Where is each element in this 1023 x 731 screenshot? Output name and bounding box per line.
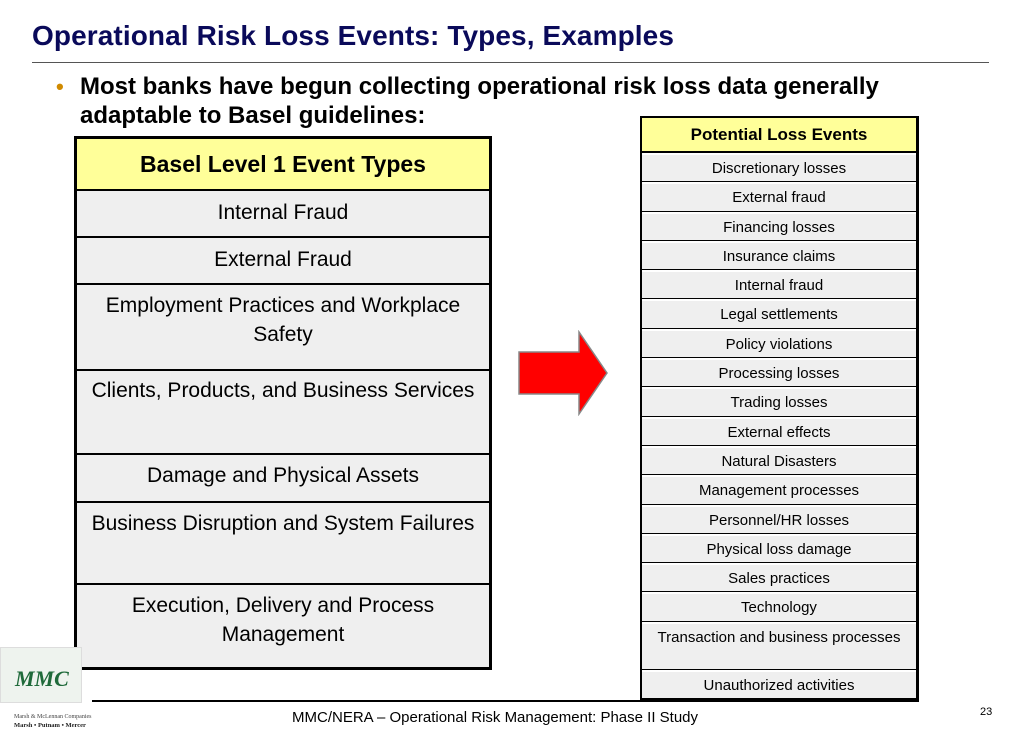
loss-event-item: Financing losses bbox=[642, 212, 916, 241]
basel-table-header: Basel Level 1 Event Types bbox=[77, 139, 489, 189]
basel-row: Execution, Delivery and Process Management bbox=[77, 583, 489, 667]
potential-loss-events-table bbox=[640, 116, 919, 702]
basel-row: Employment Practices and Workplace Safety bbox=[77, 283, 489, 369]
loss-event-item: Policy violations bbox=[642, 329, 916, 358]
basel-row: External Fraud bbox=[77, 236, 489, 283]
basel-row: Damage and Physical Assets bbox=[77, 453, 489, 501]
loss-event-item: Processing losses bbox=[642, 358, 916, 387]
footer-text: MMC/NERA – Operational Risk Management: Phase II Study bbox=[292, 709, 699, 726]
basel-event-types-table bbox=[74, 136, 492, 670]
loss-event-item: Discretionary losses bbox=[642, 153, 916, 182]
basel-row: Internal Fraud bbox=[77, 189, 489, 236]
loss-event-item: External effects bbox=[642, 417, 916, 446]
loss-event-item: Transaction and business processes bbox=[642, 622, 916, 670]
logo-company-name: Marsh & McLennan Companies bbox=[14, 714, 92, 720]
page-number: 23 bbox=[980, 706, 993, 718]
bullet-marker: • bbox=[56, 74, 64, 99]
loss-event-item: Technology bbox=[642, 592, 916, 621]
footer-divider bbox=[92, 700, 898, 702]
loss-event-item: Personnel/HR losses bbox=[642, 505, 916, 534]
title-divider bbox=[32, 62, 989, 63]
loss-event-item: Management processes bbox=[642, 475, 916, 504]
bullet-text: Most banks have begun collecting operational risk loss data generally adaptable to Basel guidelines: bbox=[80, 73, 879, 129]
loss-event-item: Legal settlements bbox=[642, 299, 916, 328]
logo-subsidiaries: Marsh • Putnam • Mercer bbox=[14, 722, 86, 729]
logo-mark: MMC bbox=[15, 666, 69, 691]
loss-event-item: External fraud bbox=[642, 182, 916, 211]
basel-row: Clients, Products, and Business Services bbox=[77, 369, 489, 453]
loss-event-item: Internal fraud bbox=[642, 270, 916, 299]
loss-event-item: Physical loss damage bbox=[642, 534, 916, 563]
loss-event-item: Trading losses bbox=[642, 387, 916, 416]
basel-row: Business Disruption and System Failures bbox=[77, 501, 489, 583]
loss-event-item: Unauthorized activities bbox=[642, 670, 916, 699]
mmc-logo bbox=[0, 647, 82, 703]
slide-title: Operational Risk Loss Events: Types, Examples bbox=[32, 20, 674, 51]
arrow-shape bbox=[519, 332, 607, 414]
loss-event-item: Natural Disasters bbox=[642, 446, 916, 475]
loss-events-header: Potential Loss Events bbox=[642, 118, 916, 153]
loss-event-item: Insurance claims bbox=[642, 241, 916, 270]
right-arrow-icon bbox=[517, 330, 609, 416]
loss-event-item: Sales practices bbox=[642, 563, 916, 592]
